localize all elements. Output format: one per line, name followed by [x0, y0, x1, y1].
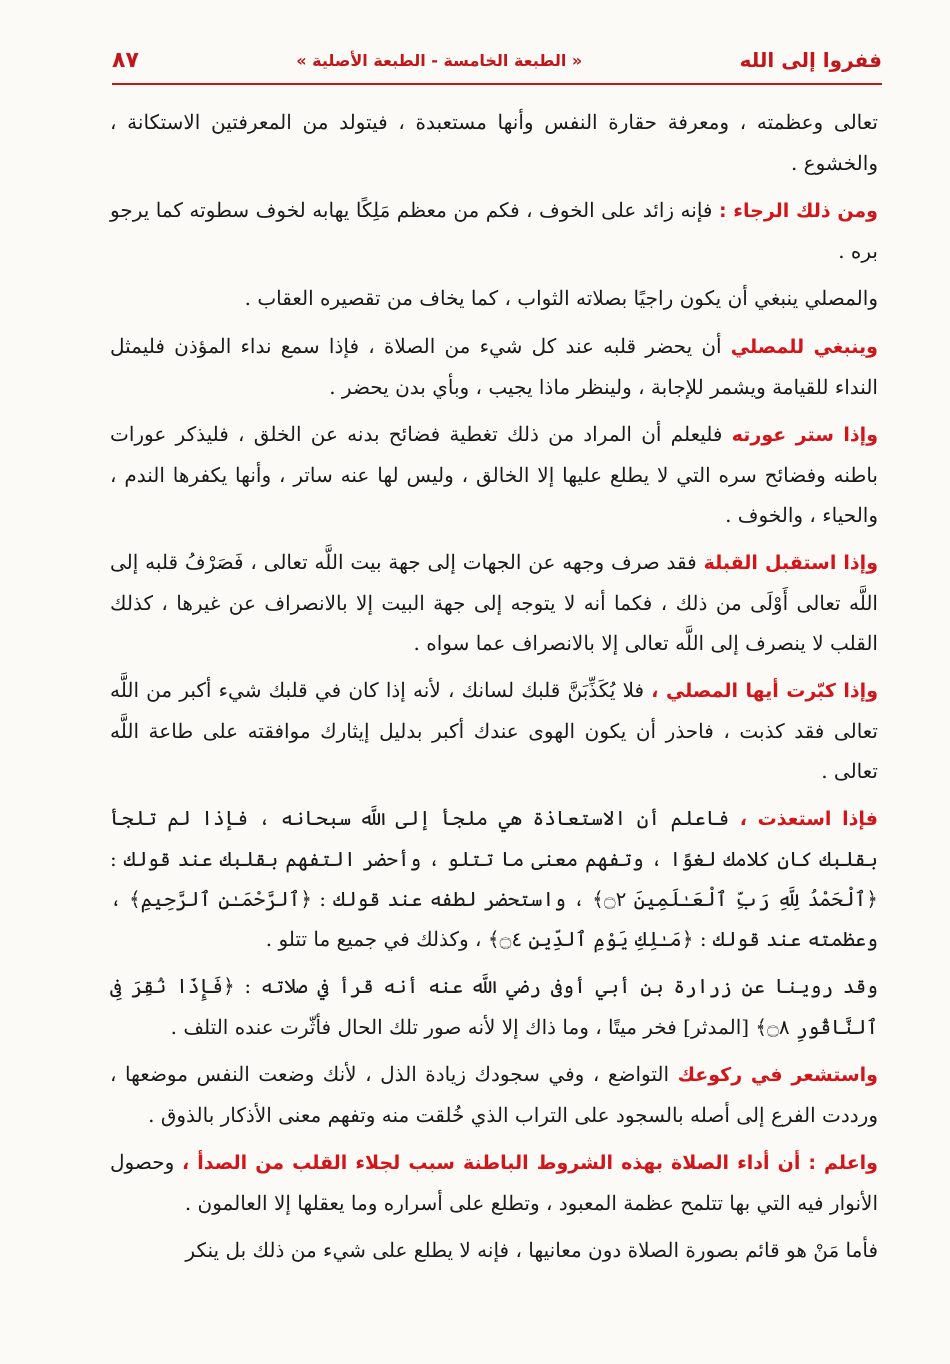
paragraph-text: التواضع ، وفي سجودك زيادة الذل ، لأنك وضعت النفس موضعها ، ورددت الفرع إلى أصله بالسجود على التراب الذي خُلقت منه وتفهم معنى الأذكار بالذوق . [110, 1062, 878, 1127]
paragraph-lead: واستشعر في ركوعك [677, 1064, 878, 1086]
page-number: ٨٧ [112, 47, 139, 73]
paragraph-text: أن يحضر قلبه عند كل شيء من الصلاة ، فإذا سمع نداء المؤذن فليمثل النداء للقيامة ويشمر للإجابة ، ولينظر ماذا يجيب ، وبأي بدن يحضر . [110, 334, 878, 399]
paragraph-text: فلا يُكَذِّبَنَّ قلبك لسانك ، لأنه إذا كان في قلبك شيء أكبر من اللَّه تعالى فقد كذبت ، فاحذر أن يكون الهوى عندك أكبر بدليل إيثارك موافقته على طاعة اللَّه تعالى . [110, 678, 878, 783]
paragraph-lead: ومن ذلك الرجاء : [718, 200, 878, 222]
paragraph [110, 190, 878, 271]
paragraph [110, 1054, 878, 1135]
paragraph [110, 102, 878, 183]
paragraph [110, 670, 878, 791]
paragraph [110, 414, 878, 535]
paragraph [110, 1142, 878, 1223]
paragraph-text: فقد صرف وجهه عن الجهات إلى جهة بيت اللَّه تعالى ، فَصَرْفُ قلبه إلى اللَّه تعالى أَوْلَى من ذلك ، فكما أنه لا يتوجه إلى جهة البيت إلا بالانصراف عن غيرها ، كذلك القلب لا ينصرف إلى اللَّه تعالى إلا بالانصراف عما سواه . [110, 550, 878, 655]
header-divider [112, 83, 882, 85]
paragraph-text: وقد روينا عن زرارة بن أبي أوفى رضي اللَّه عنه أنه قرأ في صلاته : ﴿فَإِذَا نُقِرَ فِى ٱلنَّاقُورِ ۝٨﴾ [المدثر] فخر ميتًا ، وما ذاك إلا لأنه صور تلك الحال فأثّرت عنده التلف . [110, 974, 878, 1039]
paragraph-lead: وإذا استقبل القبلة [703, 552, 879, 574]
paragraph-lead: وإذا ستر عورته [731, 424, 879, 446]
paragraph-text: وحصول الأنوار فيه التي بها تتلمح عظمة المعبود ، وتطلع على أسراره وما يعقلها إلا العالمون . [110, 1150, 878, 1215]
paragraph-text: والمصلي ينبغي أن يكون راجيًا بصلاته الثواب ، كما يخاف من تقصيره العقاب . [244, 286, 878, 310]
paragraph [110, 798, 878, 959]
paragraph-lead: وينبغي للمصلي [730, 336, 878, 358]
edition-label: « الطبعة الخامسة - الطبعة الأصلية » [296, 50, 583, 70]
paragraph-text: فإنه زائد على الخوف ، فكم من معظم مَلِكًا يهابه لخوف سطوته كما يرجو بره . [110, 198, 878, 263]
paragraph-text: فليعلم أن المراد من ذلك تغطية فضائح بدنه عن الخلق ، فليذكر عورات باطنه وفضائح سره التي لا يطلع عليها إلا الخالق ، وليس لها عنه ساتر ، وأنها يكفرها الندم ، والحياء ، والخوف . [110, 422, 878, 527]
paragraph [110, 542, 878, 663]
paragraph [110, 278, 878, 319]
running-title: ففروا إلى الله [739, 48, 882, 72]
page-body [110, 102, 878, 1278]
paragraph [110, 326, 878, 407]
paragraph [110, 1230, 878, 1271]
paragraph-text: فأما مَنْ هو قائم بصورة الصلاة دون معانيها ، فإنه لا يطلع على شيء من ذلك بل ينكر [185, 1238, 878, 1262]
paragraph [110, 966, 878, 1047]
paragraph-text: تعالى وعظمته ، ومعرفة حقارة النفس وأنها مستعبدة ، فيتولد من المعرفتين الاستكانة ، والخشوع . [110, 110, 878, 175]
paragraph-lead: واعلم : أن أداء الصلاة بهذه الشروط الباطنة سبب لجلاء القلب من الصدأ ، [182, 1152, 878, 1174]
paragraph-text: فاعلم أن الاستعاذة هي ملجأ إلى اللَّه سبحانه ، فإذا لم تلجأ بقلبك كان كلامك لغوًا ، وتفهم معنى ما تتلو ، وأحضر التفهم بقلبك عند قولك : ﴿ٱلْحَمْدُ لِلَّهِ رَبِّ ٱلْعَـٰلَمِينَ ۝٢﴾ ، واستحضر لطفه عند قولك : ﴿ٱلرَّحْمَـٰنِ ٱلرَّحِيمِ﴾ ، وعظمته عند قولك : ﴿مَـٰلِكِ يَوْمِ ٱلدِّينِ ۝٤﴾ ، وكذلك في جميع ما تتلو . [110, 806, 878, 951]
running-header [112, 42, 882, 78]
paragraph-lead: وإذا كبّرت أيها المصلي ، [651, 680, 879, 702]
paragraph-lead: فإذا استعذت ، [739, 808, 879, 830]
